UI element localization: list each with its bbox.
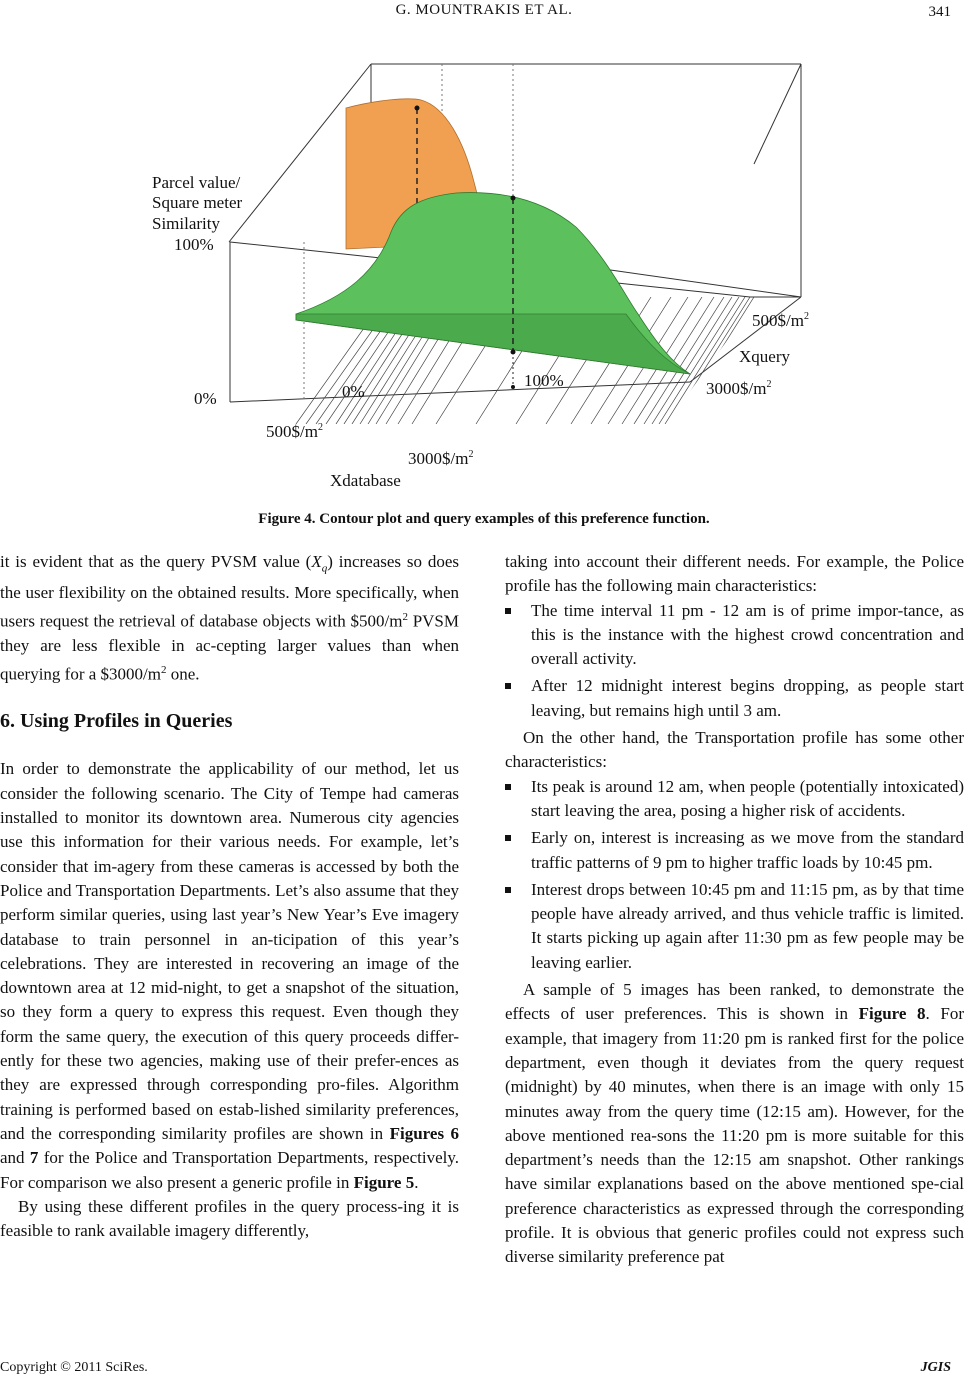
- running-header: [0, 2, 968, 19]
- copyright-text: Copyright © 2011 SciRes.: [0, 1360, 148, 1375]
- list-item: The time interval 11 pm - 12 am is of prime impor-tance, as this is the instance with the highest crowd concentration and overall activity.: [505, 599, 964, 672]
- journal-name: JGIS: [920, 1360, 951, 1375]
- xquery-500-label: $500\$/m^2$: [752, 311, 809, 330]
- xdatabase-label: Xdatabase: [330, 471, 401, 490]
- parcel-label-1: Parcel value/: [152, 173, 241, 192]
- green-front-face: [296, 314, 690, 374]
- right-column: [505, 550, 964, 1270]
- figure-caption: Figure 4. Contour plot and query examples of this preference function.: [258, 511, 710, 527]
- xquery-3000-label: $3000\$/m^2$: [706, 379, 772, 398]
- page-number: 341: [928, 4, 951, 20]
- list-item: Interest drops between 10:45 pm and 11:15 pm, as by that time people have already arrived, and thus vehicle traffic is limited. It starts picking up again after 11:30 pm as few people may be leaving earlier.: [505, 878, 964, 975]
- axis-100-label: 100%: [174, 235, 214, 254]
- paragraph-police-intro: taking into account their different needs. For example, the Police profile has the following main characteristics:: [505, 552, 964, 596]
- list-item: Its peak is around 12 am, when people (potentially intoxicated) start leaving the area, posing a higher risk of accidents.: [505, 775, 964, 824]
- paragraph-transport-intro: On the other hand, the Transportation profile has some other characteristics:: [505, 728, 964, 772]
- transport-bullet-list: [505, 775, 964, 975]
- parcel-label-2: Square meter: [152, 193, 243, 212]
- running-header-text: G. MOUNTRAKIS ET AL.: [395, 2, 573, 18]
- xdatabase-500-label: $500\$/m^2$: [266, 422, 323, 441]
- left-column: [0, 550, 459, 1243]
- paragraph-profiles: By using these different profiles in the query process-ing it is feasible to rank available imagery differently,: [0, 1196, 459, 1241]
- section-heading: 6. Using Profiles in Queries: [0, 710, 233, 733]
- list-item: After 12 midnight interest begins dropping, as people start leaving, but remains high until 3 am.: [505, 674, 964, 723]
- parcel-label-3: Similarity: [152, 214, 220, 233]
- axis-0-label: 0%: [194, 389, 217, 408]
- paragraph-ranking: A sample of 5 images has been ranked, to demonstrate the effects of user preferences. This is shown in Figure 8. For example, that imagery from 11:20 pm is ranked first for the police department, even though it deviates from the query request (midnight) by 40 minutes, when there is an image with only 15 minutes away from the query time (12:15 am). However, for the above mentioned rea-sons the 11:20 pm is more suitable for this department’s needs than the 12:15 am snapshot. Other rankings have similar explanations based on the above mentioned spe-cial preference characteristics as expressed through the corresponding profile. It is obvious that generic profiles could not express such diverse similarity preference pat: [505, 980, 964, 1267]
- paragraph-scenario: In order to demonstrate the applicability of our method, let us consider the following scenario. The City of Tempe had cameras installed to monitor its downtown area. Numerous city agencies use this information for their various needs. For example, let’s consider that im-agery from these cameras is accessed by both the Police and Transportation Departments. Let’s also assume that they perform similar queries, using last year’s New Year’s Eve imagery database to train personnel in an-ticipation of this year’s celebrations. They are interested in recovering an image of the downtown area at 12 mid-night, to get a snapshot of the situation, so they form a query to express this request. Even though they form the same query, the execution of this query proceeds differ-ently for these two agencies, making use of their prefer-ences as they are expressed through corresponding pro-files. Algorithm training is performed based on estab-lished similarity preferences, and the corresponding similarity profiles are shown in Figures 6 and 7 for the Police and Transportation Departments, respectively. For comparison we also present a generic profile in Figure 5.: [0, 759, 459, 1192]
- xdatabase-3000-label: $3000\$/m^2$: [408, 449, 474, 468]
- list-item: Early on, interest is increasing as we move from the standard traffic patterns of 9 pm to higher traffic loads by 10:45 pm.: [505, 826, 964, 875]
- inner-0-label: 0%: [342, 382, 365, 401]
- figure-4: [146, 52, 818, 498]
- inner-100-label: 100%: [524, 371, 564, 390]
- xquery-label: Xquery: [739, 347, 790, 366]
- paragraph-intro: it is evident that as the query PVSM value $(X_q)$ increases so does the user flexibility on the obtained results. More specifically, when users request the retrieval of database objects with $\$500/m^2$ PVSM they are less flexible in ac-cepting larger values than when querying for a $\$3000/m^2$ one.: [0, 552, 459, 684]
- police-bullet-list: [505, 599, 964, 723]
